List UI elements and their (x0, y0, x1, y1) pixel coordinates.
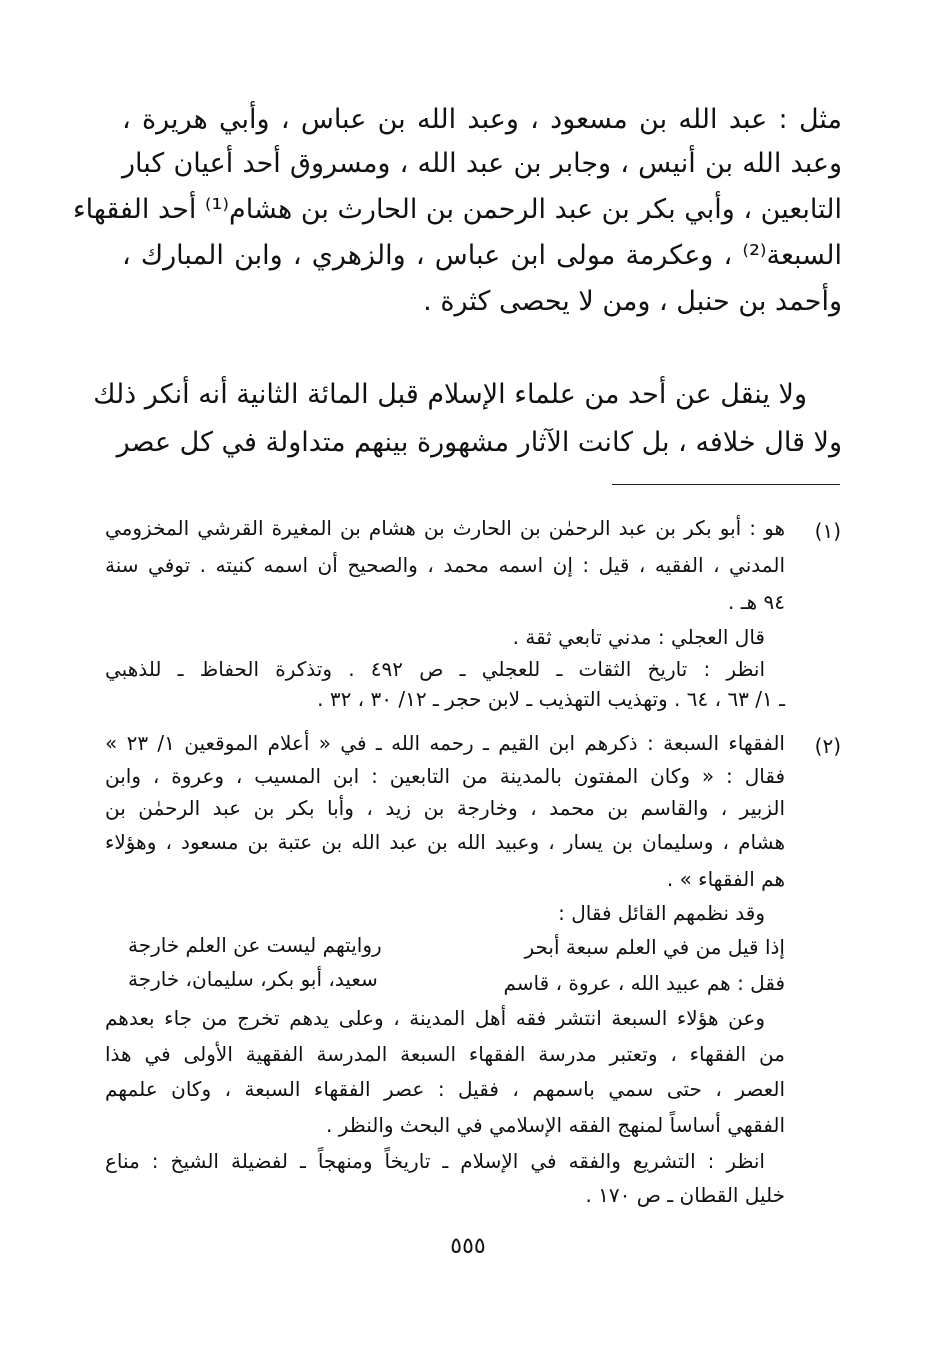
footnote-line: هو : أبو بكر بن عبد الرحمٰن بن الحارث بن هشام بن المغيرة القرشي المخزومي (105, 516, 785, 540)
footnote-line: ٩٤ هـ . (728, 590, 785, 614)
verse-second-hemistich: سعيد، أبو بكر، سليمان، خارجة (128, 967, 378, 991)
main-text-line: السبعة⁽²⁾ ، وعكرمة مولى ابن عباس ، والزهري ، وابن المبارك ، (122, 240, 842, 271)
main-text-line: ولا ينقل عن أحد من علماء الإسلام قبل المائة الثانية أنه أنكر ذلك (93, 379, 807, 410)
footnote-line: هم الفقهاء » . (666, 867, 785, 891)
main-text-line: ولا قال خلافه ، بل كانت الآثار مشهورة بينهم متداولة في كل عصر (116, 427, 842, 458)
main-text-line: مثل : عبد الله بن مسعود ، وعبد الله بن عباس ، وأبي هريرة ، (122, 104, 842, 135)
footnote-line: المدني ، الفقيه ، قيل : إن اسمه محمد ، والصحيح أن اسمه كنيته . توفي سنة (105, 553, 785, 577)
footnote-number: (١) (814, 519, 841, 543)
verse-first-hemistich: فقل : هم عبيد الله ، عروة ، قاسم (503, 971, 785, 995)
footnote-line: الفقهي أساساً لمنهج الفقه الإسلامي في البحث والنظر . (326, 1113, 785, 1137)
footnote-line: خليل القطان ـ ص ١٧٠ . (585, 1183, 785, 1207)
footnote-line: انظر : التشريع والفقه في الإسلام ـ تاريخاً ومنهجاً ـ لفضيلة الشيخ : مناع (105, 1149, 765, 1173)
footnote-line: هشام ، وسليمان بن يسار ، وعبيد الله بن عبد الله بن عتبة بن مسعود ، وهؤلاء (105, 830, 785, 854)
footnote-line: قال العجلي : مدني تابعي ثقة . (512, 625, 765, 649)
page-number: ٥٥٥ (450, 1234, 486, 1259)
footnote-line: ـ ١/ ٦٣ ، ٦٤ . وتهذيب التهذيب ـ لابن حجر ـ ١٢/ ٣٠ ، ٣٢ . (317, 687, 785, 711)
footnote-line: انظر : تاريخ الثقات ـ للعجلي ـ ص ٤٩٢ . وتذكرة الحفاظ ـ للذهبي (105, 657, 765, 681)
footnote-line: العصر ، حتى سمي باسمهم ، فقيل : عصر الفقهاء السبعة ، وكان علمهم (105, 1077, 785, 1101)
verse-second-hemistich: روايتهم ليست عن العلم خارجة (128, 933, 382, 957)
main-text-line: وأحمد بن حنبل ، ومن لا يحصى كثرة . (423, 286, 842, 317)
footnote-line: وقد نظمهم القائل فقال : (558, 901, 765, 925)
footnote-line: الزبير ، والقاسم بن محمد ، وخارجة بن زيد ، وأبا بكر بن عبد الرحمٰن بن (105, 796, 785, 820)
main-text-line: التابعين ، وأبي بكر بن عبد الرحمن بن الحارث بن هشام⁽¹⁾ أحد الفقهاء (72, 194, 842, 225)
footnote-line: الفقهاء السبعة : ذكرهم ابن القيم ـ رحمه الله ـ في « أعلام الموقعين ١/ ٢٣ » (105, 731, 785, 755)
footnote-line: من الفقهاء ، وتعتبر مدرسة الفقهاء السبعة المدرسة الفقهية الأولى في هذا (105, 1042, 785, 1066)
verse-first-hemistich: إذا قيل من في العلم سبعة أبحر (524, 935, 785, 959)
footnote-number: (٢) (814, 734, 841, 758)
footnote-line: فقال : « وكان المفتون بالمدينة من التابعين : ابن المسيب ، وعروة ، وابن (105, 764, 785, 788)
footnote-separator (612, 484, 840, 485)
main-text-line: وعبد الله بن أنيس ، وجابر بن عبد الله ، ومسروق أحد أعيان كبار (122, 148, 842, 179)
footnote-line: وعن هؤلاء السبعة انتشر فقه أهل المدينة ، وعلى يدهم تخرج من جاء بعدهم (105, 1006, 765, 1030)
